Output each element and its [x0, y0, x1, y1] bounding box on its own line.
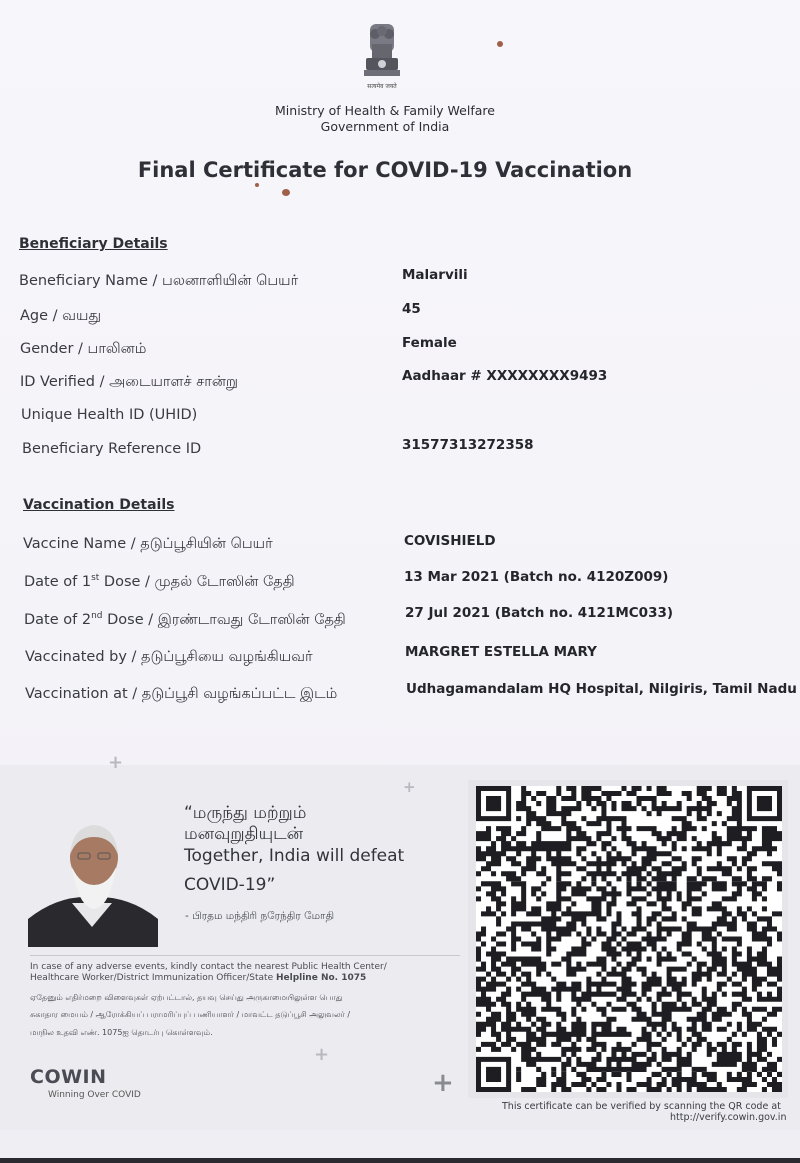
quote-line-1: “மருந்து மற்றும் [184, 803, 307, 823]
vaccinated-by-value: MARGRET ESTELLA MARY [405, 644, 597, 660]
quote-line-4: COVID-19” [184, 875, 276, 895]
gender-label: Gender / பாலினம் [20, 341, 147, 357]
quote-line-2: மனவுறுதியுடன் [184, 824, 304, 844]
id-verified-label: ID Verified / அடையாளச் சான்று [20, 374, 239, 390]
certificate-title: Final Certificate for COVID-19 Vaccination [137, 158, 633, 182]
plus-decor-icon: + [403, 778, 416, 796]
second-dose-label-pre: Date of 2 [24, 611, 92, 628]
stain-mark [255, 183, 259, 187]
stain-mark [282, 189, 290, 196]
vaccine-name-label: Vaccine Name / தடுப்பூசியின் பெயர் [23, 536, 273, 552]
first-dose-label-sup: st [91, 573, 100, 583]
vaccination-at-value: Udhagamandalam HQ Hospital, Nilgiris, Tamil Nadu [406, 681, 797, 697]
emblem-motto: सत्यमेव जयते [367, 83, 397, 90]
quote-line-3: Together, India will defeat [184, 846, 405, 866]
notice-ta-line-3: மாநில உதவி எண். 1075ஐ தொடர்பு கொள்ளவும். [30, 1028, 213, 1037]
page-edge [0, 1158, 800, 1163]
uhid-label: Unique Health ID (UHID) [21, 407, 198, 423]
id-verified-value: Aadhaar # XXXXXXXX9493 [402, 368, 608, 384]
qr-modules [476, 786, 782, 1092]
government-name: Government of India [320, 119, 450, 134]
beneficiary-name-label: Beneficiary Name / பலனாளியின் பெயர் [19, 273, 299, 289]
national-emblem-icon [358, 22, 406, 94]
ministry-name: Ministry of Health & Family Welfare [275, 103, 495, 118]
qr-code[interactable] [476, 786, 782, 1092]
age-value: 45 [402, 301, 421, 317]
first-dose-label [24, 573, 295, 592]
verify-url[interactable]: http://verify.cowin.gov.in [670, 1112, 787, 1123]
divider [30, 955, 460, 956]
vaccine-name-value: COVISHIELD [404, 533, 496, 549]
first-dose-label-post: Dose / முதல் டோஸின் தேதி [99, 573, 295, 590]
gender-value: Female [402, 335, 457, 351]
verify-text-line-1: This certificate can be verified by scanning the QR code at [502, 1101, 781, 1112]
portrait-photo [28, 815, 158, 947]
notice-ta-line-2: சுகாதார மையம் / ஆரோக்கியப் பராமரிப்புப் பணியாளர் / மாவட்ட தடுப்பூசி அலுவலர் / [30, 1010, 351, 1019]
notice-en-line-2-text: Healthcare Worker/District Immunization Officer/State [30, 973, 276, 983]
plus-decor-icon: + [314, 1044, 330, 1065]
age-label: Age / வயது [20, 308, 102, 324]
second-dose-value: 27 Jul 2021 (Batch no. 4121MC033) [405, 605, 674, 621]
reference-id-label: Beneficiary Reference ID [22, 441, 202, 457]
notice-ta-line-1: ஏதேனும் எதிர்மறை விளைவுகள் ஏற்பட்டால், தயவு செய்து அருகாமையிலுள்ள பொது [30, 993, 343, 1002]
first-dose-value: 13 Mar 2021 (Batch no. 4120Z009) [404, 569, 669, 585]
notice-en-line-2 [30, 973, 366, 983]
vaccination-at-label: Vaccination at / தடுப்பூசி வழங்கப்பட்ட இடம் [25, 686, 338, 702]
second-dose-label-post: Dose / இரண்டாவது டோஸின் தேதி [102, 611, 346, 628]
cowin-logo: COWIN [30, 1066, 107, 1088]
reference-id-value: 31577313272358 [402, 437, 534, 453]
beneficiary-heading: Beneficiary Details [19, 236, 168, 252]
second-dose-label-sup: nd [91, 611, 103, 621]
stain-mark [497, 41, 503, 47]
vaccinated-by-label: Vaccinated by / தடுப்பூசியை வழங்கியவர் [25, 649, 313, 665]
plus-decor-icon: + [432, 1068, 454, 1098]
second-dose-label [24, 611, 346, 630]
cowin-tagline: Winning Over COVID [48, 1090, 141, 1100]
beneficiary-name-value: Malarvili [402, 267, 468, 283]
plus-decor-icon: + [108, 752, 124, 773]
quote-attribution: - பிரதம மந்திரி நரேந்திர மோதி [185, 910, 335, 922]
helpline-number: Helpline No. 1075 [275, 973, 367, 983]
notice-en-line-1: In case of any adverse events, kindly contact the nearest Public Health Center/ [30, 962, 387, 972]
vaccination-heading: Vaccination Details [23, 497, 175, 513]
first-dose-label-pre: Date of 1 [24, 573, 92, 590]
